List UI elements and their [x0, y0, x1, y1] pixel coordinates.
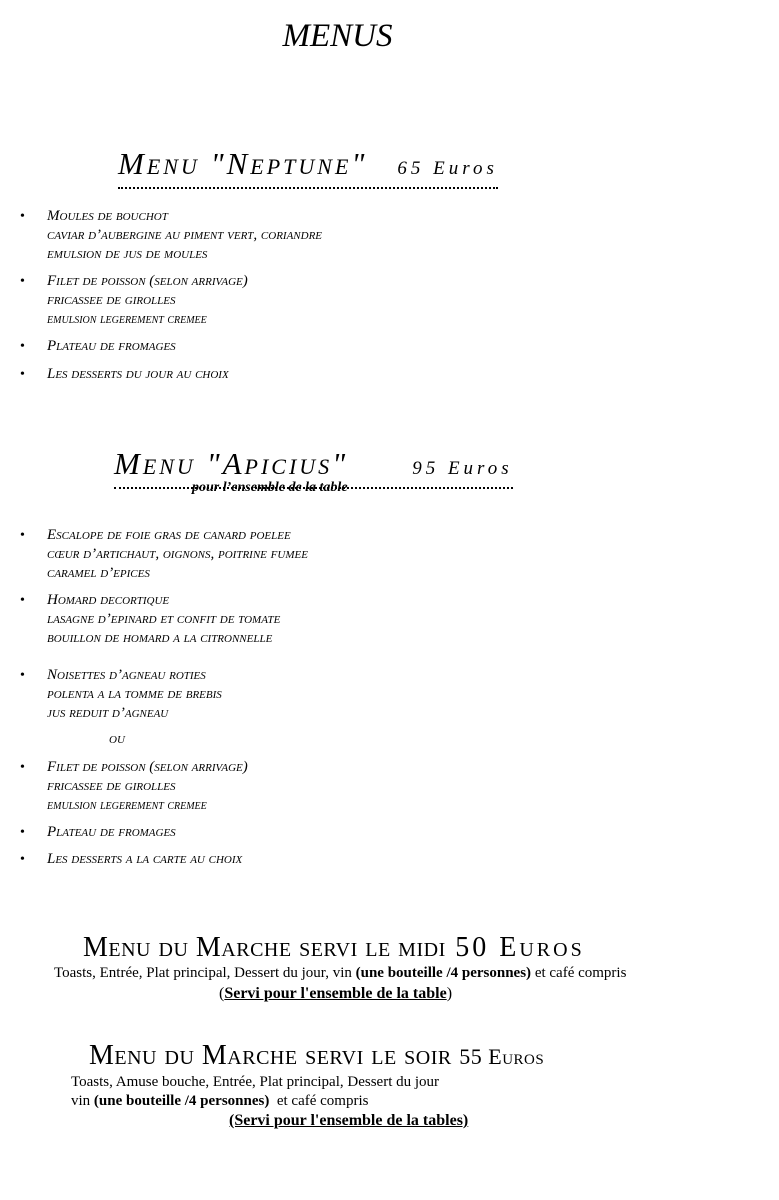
dish-detail: emulsion de jus de moules: [47, 246, 208, 262]
apicius-item-5: [20, 823, 176, 842]
neptune-item-3: [20, 337, 176, 356]
note-text: Servi pour l'ensemble de la table: [224, 985, 447, 1002]
menu-marche-soir-title: Menu du Marche servi le soir: [89, 1040, 452, 1071]
bullet-icon: •: [20, 825, 25, 840]
desc-text: vin: [71, 1093, 94, 1109]
bullet-icon: •: [20, 274, 25, 289]
desc-bold: (une bouteille /4 personnes): [355, 965, 532, 981]
apicius-item-1: [20, 526, 308, 583]
menu-apicius-subtitle: pour l’ensemble de la table: [192, 480, 348, 495]
bullet-icon: •: [20, 760, 25, 775]
apicius-item-2: [20, 591, 280, 648]
dish-title: Moules de bouchot: [47, 208, 168, 224]
dish-title: Homard decortique: [47, 592, 170, 608]
menu-marche-midi-heading: [83, 932, 585, 964]
bullet-icon: •: [20, 209, 25, 224]
dish-title: Filet de poisson (selon arrivage): [47, 759, 248, 775]
menu-marche-midi-title: Menu du Marche servi le midi: [83, 932, 446, 963]
bullet-icon: •: [20, 367, 25, 382]
menu-neptune-price: 65 Euros: [397, 158, 498, 179]
dish-detail: bouillon de homard a la citronnelle: [47, 630, 273, 646]
dish-title: Plateau de fromages: [47, 824, 176, 840]
bullet-icon: •: [20, 593, 25, 608]
dish-detail: cœur d’artichaut, oignons, poitrine fumee: [47, 546, 308, 562]
bullet-icon: •: [20, 339, 25, 354]
dish-detail: jus reduit d’agneau: [47, 705, 169, 721]
or-separator: ou: [109, 731, 125, 747]
dish-title: Les desserts a la carte au choix: [47, 851, 243, 867]
desc-bold: (une bouteille /4 personnes): [93, 1093, 270, 1109]
menu-marche-midi-description: [54, 965, 626, 982]
bullet-icon: •: [20, 852, 25, 867]
neptune-item-2: [20, 272, 248, 329]
dish-detail: emulsion legerement cremee: [47, 798, 207, 813]
dish-detail: fricassee de girolles: [47, 778, 176, 794]
bullet-icon: •: [20, 668, 25, 683]
dish-title: Plateau de fromages: [47, 338, 176, 354]
menu-marche-soir-heading: [89, 1040, 544, 1072]
menu-apicius-name: Menu "Apicius": [114, 446, 349, 481]
dish-detail: caviar d’aubergine au piment vert, coriandre: [47, 227, 323, 243]
bullet-icon: •: [20, 528, 25, 543]
desc-text: et café compris: [531, 965, 627, 981]
dish-title: Filet de poisson (selon arrivage): [47, 273, 248, 289]
menu-neptune-heading: [118, 148, 498, 189]
neptune-item-4: [20, 365, 229, 384]
dish-detail: caramel d’epices: [47, 565, 150, 581]
dish-title: Escalope de foie gras de canard poelee: [47, 527, 291, 543]
menu-marche-soir-price: 55 Euros: [459, 1044, 545, 1069]
apicius-item-3: [20, 666, 222, 723]
neptune-item-1: [20, 207, 322, 264]
page-title: MENUS: [282, 18, 393, 54]
apicius-item-4: [20, 758, 248, 815]
paren: ): [446, 985, 453, 1002]
dish-detail: fricassee de girolles: [47, 292, 176, 308]
dish-title: Noisettes d’agneau roties: [47, 667, 206, 683]
paren: (: [219, 985, 225, 1002]
menu-marche-soir-line2: [71, 1093, 368, 1110]
menu-marche-soir-line1: Toasts, Amuse bouche, Entrée, Plat principal, Dessert du jour: [71, 1074, 440, 1090]
menu-neptune-name: Menu "Neptune": [118, 146, 368, 181]
menu-apicius-price: 95 Euros: [412, 458, 513, 479]
dish-detail: lasagne d’epinard et confit de tomate: [47, 611, 281, 627]
apicius-item-6: [20, 850, 242, 869]
desc-text: et café compris: [269, 1093, 369, 1109]
desc-text: Toasts, Entrée, Plat principal, Dessert du jour, vin: [54, 965, 356, 981]
dish-detail: polenta a la tomme de brebis: [47, 686, 222, 702]
menu-marche-soir-note: (Servi pour l'ensemble de la tables): [229, 1112, 469, 1129]
menu-marche-midi-note: [219, 985, 452, 1003]
dish-title: Les desserts du jour au choix: [47, 366, 229, 382]
menu-marche-midi-price: 50 Euros: [455, 932, 585, 963]
dish-detail: emulsion legerement cremee: [47, 312, 207, 327]
